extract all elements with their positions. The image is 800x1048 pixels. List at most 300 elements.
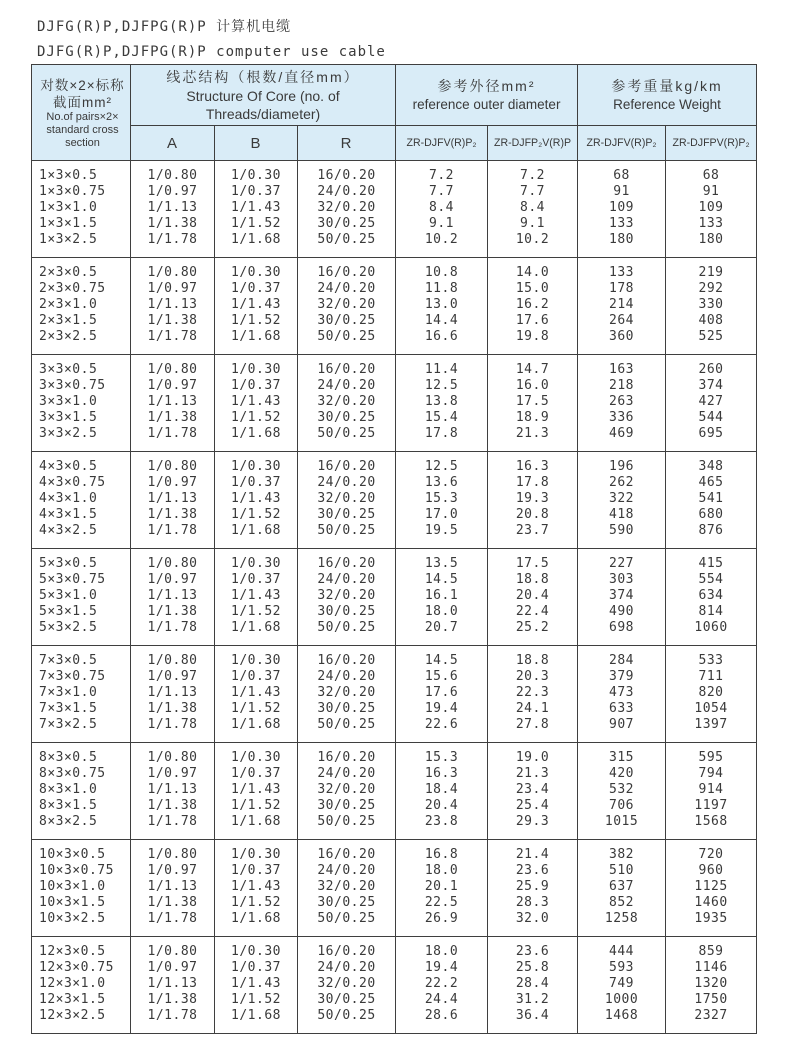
cell-core-a [131, 549, 215, 646]
cell-value: 163 [609, 362, 635, 377]
cell-value: 1/0.30 [231, 556, 281, 571]
cell-value: 1/0.30 [231, 944, 281, 959]
cell-value: 5×3×0.5 [39, 556, 98, 571]
col-group-outer-diameter [396, 65, 578, 126]
cell-value: 1/1.38 [147, 895, 198, 910]
cell-value: 876 [698, 523, 724, 538]
cell-value: 17.5 [515, 394, 550, 409]
cell-core-r [298, 840, 396, 937]
cell-value: 32/0.20 [317, 394, 376, 409]
cell-value: 1/1.68 [231, 620, 281, 635]
cell-value: 15.3 [424, 491, 459, 506]
cell-value: 379 [609, 669, 635, 684]
cell-value: 16/0.20 [317, 168, 376, 183]
cell-value: 2×3×0.75 [39, 281, 106, 296]
cell-value: 11.8 [424, 281, 459, 296]
cell-value: 24/0.20 [317, 863, 376, 878]
cell-value: 16.6 [424, 329, 459, 344]
col-group-core-en: Structure Of Core (no. of Threads/diameter) [186, 87, 340, 122]
cell-value: 374 [609, 588, 635, 603]
cell-value: 19.3 [515, 491, 550, 506]
cell-value: 1/0.97 [147, 475, 198, 490]
cell-core-r [298, 646, 396, 743]
cell-value: 91 [702, 184, 720, 199]
cell-pairs [32, 743, 131, 840]
cell-value: 1/1.78 [147, 814, 198, 829]
cell-value: 1/0.97 [147, 184, 198, 199]
cell-value: 1/0.97 [147, 572, 198, 587]
cell-value: 22.2 [424, 976, 459, 991]
cell-value: 23.7 [515, 523, 550, 538]
cell-dia-zr-djfp2v [488, 743, 578, 840]
cell-value: 18.0 [424, 604, 459, 619]
cell-value: 14.0 [515, 265, 550, 280]
cell-wt-zr-djfpv [666, 549, 757, 646]
cell-value: 262 [609, 475, 635, 490]
cell-value: 12×3×1.5 [39, 992, 106, 1007]
cell-value: 1/0.37 [231, 960, 281, 975]
cell-value: 1/1.78 [147, 620, 198, 635]
cell-value: 1/0.37 [231, 669, 281, 684]
cell-value: 7×3×0.5 [39, 653, 98, 668]
cell-value: 8.4 [520, 200, 546, 215]
cell-value: 2×3×1.5 [39, 313, 98, 328]
cell-dia-zr-djfp2v [488, 937, 578, 1034]
cell-value: 16/0.20 [317, 362, 376, 377]
cell-value: 2×3×2.5 [39, 329, 98, 344]
cell-value: 1/1.13 [147, 588, 198, 603]
cell-value: 8×3×1.0 [39, 782, 98, 797]
cell-value: 1/1.43 [231, 588, 281, 603]
cell-value: 16/0.20 [317, 459, 376, 474]
cell-value: 22.4 [515, 604, 550, 619]
cell-value: 14.5 [424, 653, 459, 668]
cell-value: 50/0.25 [317, 523, 376, 538]
cell-value: 180 [609, 232, 635, 247]
cell-value: 4×3×1.0 [39, 491, 98, 506]
cell-value: 25.8 [515, 960, 550, 975]
cell-value: 1/1.13 [147, 782, 198, 797]
cell-value: 17.6 [515, 313, 550, 328]
cell-value: 32/0.20 [317, 685, 376, 700]
cell-value: 14.7 [515, 362, 550, 377]
table-group-row [32, 646, 757, 743]
cell-value: 1/1.13 [147, 200, 198, 215]
cell-dia-zr-djfv [396, 452, 488, 549]
cell-core-b [215, 840, 298, 937]
cell-value: 8×3×2.5 [39, 814, 98, 829]
cell-value: 1/1.68 [231, 329, 281, 344]
cell-value: 15.0 [515, 281, 550, 296]
cell-value: 32/0.20 [317, 200, 376, 215]
cell-value: 1060 [694, 620, 728, 635]
cell-value: 50/0.25 [317, 232, 376, 247]
cell-core-b [215, 549, 298, 646]
cell-value: 1/1.43 [231, 685, 281, 700]
cell-value: 7.2 [520, 168, 546, 183]
cell-value: 444 [609, 944, 635, 959]
cell-value: 8.4 [429, 200, 454, 215]
cell-value: 24/0.20 [317, 475, 376, 490]
cell-wt-zr-djfv [578, 355, 666, 452]
cell-value: 415 [698, 556, 724, 571]
col-header-core-a: A [131, 126, 215, 161]
cell-value: 20.7 [424, 620, 459, 635]
cell-value: 22.6 [424, 717, 459, 732]
col-header-pairs [32, 65, 131, 161]
cell-value: 36.4 [515, 1008, 550, 1023]
cell-value: 427 [698, 394, 724, 409]
cell-value: 1258 [604, 911, 639, 926]
cell-value: 13.6 [424, 475, 459, 490]
cell-value: 23.6 [515, 863, 550, 878]
cell-value: 1/1.43 [231, 394, 281, 409]
cell-pairs [32, 937, 131, 1034]
table-group-row [32, 840, 757, 937]
cell-value: 32/0.20 [317, 588, 376, 603]
cell-value: 68 [702, 168, 720, 183]
cell-value: 1×3×1.0 [39, 200, 98, 215]
cell-core-r [298, 258, 396, 355]
cell-value: 1/1.38 [147, 798, 198, 813]
col-header-weight-zr-djfv: ZR-DJFV(R)P₂ [578, 126, 666, 161]
cell-value: 30/0.25 [317, 507, 376, 522]
cell-value: 1/1.68 [231, 523, 281, 538]
cell-value: 15.3 [424, 750, 459, 765]
cell-value: 408 [698, 313, 724, 328]
cell-value: 1/0.80 [147, 459, 198, 474]
cell-value: 180 [698, 232, 724, 247]
cell-value: 1/0.97 [147, 863, 198, 878]
col-header-dia-zr-djfv: ZR-DJFV(R)P₂ [396, 126, 488, 161]
cell-value: 820 [698, 685, 724, 700]
cell-core-b [215, 743, 298, 840]
cell-value: 18.0 [424, 863, 459, 878]
cell-value: 3×3×1.5 [39, 410, 98, 425]
table-group-row [32, 452, 757, 549]
cell-value: 20.8 [515, 507, 550, 522]
cell-value: 50/0.25 [317, 329, 376, 344]
cell-value: 8×3×1.5 [39, 798, 98, 813]
cell-value: 1/0.80 [147, 653, 198, 668]
cell-value: 32/0.20 [317, 297, 376, 312]
cell-wt-zr-djfv [578, 161, 666, 258]
cell-value: 16/0.20 [317, 556, 376, 571]
cell-core-a [131, 355, 215, 452]
cell-value: 23.6 [515, 944, 550, 959]
cell-value: 1000 [604, 992, 639, 1007]
cell-value: 1/0.30 [231, 265, 281, 280]
cell-value: 1054 [694, 701, 728, 716]
cell-value: 260 [698, 362, 724, 377]
cell-value: 24.4 [424, 992, 459, 1007]
cell-value: 473 [609, 685, 635, 700]
cell-value: 91 [613, 184, 630, 199]
cell-value: 1/0.97 [147, 960, 198, 975]
cell-value: 23.4 [515, 782, 550, 797]
cell-value: 711 [698, 669, 724, 684]
cell-pairs [32, 840, 131, 937]
cell-value: 24/0.20 [317, 669, 376, 684]
cell-value: 794 [698, 766, 724, 781]
cell-value: 914 [698, 782, 724, 797]
cell-value: 19.4 [424, 960, 459, 975]
cell-value: 1/1.38 [147, 701, 198, 716]
cell-value: 32.0 [515, 911, 550, 926]
cell-value: 1/1.68 [231, 717, 281, 732]
cell-value: 18.0 [424, 944, 459, 959]
cell-wt-zr-djfv [578, 743, 666, 840]
cell-pairs [32, 161, 131, 258]
cell-value: 1/0.80 [147, 750, 198, 765]
cell-value: 1/0.80 [147, 847, 198, 862]
cell-value: 9.1 [520, 216, 546, 231]
cell-value: 1/1.52 [231, 507, 281, 522]
cell-value: 17.8 [424, 426, 459, 441]
cell-value: 8×3×0.5 [39, 750, 98, 765]
cell-value: 1/0.97 [147, 281, 198, 296]
cell-value: 1/0.30 [231, 847, 281, 862]
cell-core-b [215, 258, 298, 355]
cell-value: 16/0.20 [317, 944, 376, 959]
cell-wt-zr-djfv [578, 258, 666, 355]
cell-core-a [131, 161, 215, 258]
cell-value: 19.4 [424, 701, 459, 716]
cell-value: 1/1.52 [231, 410, 281, 425]
cell-value: 1/1.13 [147, 879, 198, 894]
cell-value: 1/1.78 [147, 232, 198, 247]
cell-value: 20.4 [515, 588, 550, 603]
cell-value: 525 [698, 329, 724, 344]
cell-value: 15.4 [424, 410, 459, 425]
cell-core-a [131, 840, 215, 937]
cell-value: 1/1.78 [147, 523, 198, 538]
cell-value: 1/0.37 [231, 863, 281, 878]
cell-value: 303 [609, 572, 635, 587]
cell-value: 10.2 [515, 232, 550, 247]
cell-value: 1/1.43 [231, 879, 281, 894]
cell-value: 1/1.43 [231, 782, 281, 797]
cell-core-a [131, 258, 215, 355]
cell-value: 28.3 [515, 895, 550, 910]
cell-value: 24.1 [515, 701, 550, 716]
cell-wt-zr-djfpv [666, 840, 757, 937]
cell-value: 706 [609, 798, 635, 813]
cell-value: 16.2 [515, 297, 550, 312]
cell-value: 360 [609, 329, 635, 344]
cell-value: 1125 [694, 879, 728, 894]
cell-value: 814 [698, 604, 724, 619]
cell-value: 19.8 [515, 329, 550, 344]
cell-value: 3×3×0.5 [39, 362, 98, 377]
cell-value: 109 [609, 200, 635, 215]
cell-value: 2×3×0.5 [39, 265, 98, 280]
cell-value: 1×3×0.5 [39, 168, 98, 183]
cell-value: 7×3×2.5 [39, 717, 98, 732]
cell-value: 32/0.20 [317, 782, 376, 797]
cell-core-r [298, 743, 396, 840]
cell-value: 465 [698, 475, 724, 490]
cell-value: 1/1.38 [147, 216, 198, 231]
cell-value: 19.5 [424, 523, 459, 538]
cell-wt-zr-djfpv [666, 452, 757, 549]
cell-core-r [298, 549, 396, 646]
cell-value: 1/1.43 [231, 297, 281, 312]
cell-value: 10×3×2.5 [39, 911, 106, 926]
col-group-weight-en: Reference Weight [613, 97, 721, 112]
cell-core-a [131, 743, 215, 840]
cell-value: 330 [698, 297, 724, 312]
cell-value: 1/0.80 [147, 265, 198, 280]
cell-value: 1/0.37 [231, 281, 281, 296]
cell-pairs [32, 646, 131, 743]
cell-core-r [298, 355, 396, 452]
cell-value: 133 [698, 216, 724, 231]
cell-value: 30/0.25 [317, 313, 376, 328]
cell-value: 420 [609, 766, 635, 781]
cell-value: 30/0.25 [317, 895, 376, 910]
cell-value: 749 [609, 976, 635, 991]
cell-dia-zr-djfv [396, 743, 488, 840]
cell-value: 12×3×1.0 [39, 976, 106, 991]
cell-value: 26.9 [424, 911, 459, 926]
cell-core-a [131, 452, 215, 549]
cell-value: 16.0 [515, 378, 550, 393]
cell-value: 24/0.20 [317, 960, 376, 975]
cell-value: 3×3×1.0 [39, 394, 98, 409]
cell-core-b [215, 937, 298, 1034]
cell-wt-zr-djfv [578, 646, 666, 743]
cell-value: 21.3 [515, 426, 550, 441]
cell-core-r [298, 452, 396, 549]
cell-value: 24/0.20 [317, 572, 376, 587]
cell-value: 24/0.20 [317, 766, 376, 781]
cell-core-r [298, 937, 396, 1034]
cell-wt-zr-djfpv [666, 743, 757, 840]
cell-wt-zr-djfpv [666, 161, 757, 258]
cell-dia-zr-djfv [396, 646, 488, 743]
table-group-row [32, 743, 757, 840]
cell-value: 4×3×0.75 [39, 475, 106, 490]
cell-value: 382 [609, 847, 635, 862]
cell-value: 544 [698, 410, 724, 425]
cell-value: 32/0.20 [317, 976, 376, 991]
cell-value: 1/1.68 [231, 426, 281, 441]
cell-value: 12.5 [424, 378, 459, 393]
cell-value: 7×3×1.0 [39, 685, 98, 700]
cable-spec-table [31, 64, 757, 1034]
cell-dia-zr-djfv [396, 549, 488, 646]
cell-value: 292 [698, 281, 724, 296]
col-header-core-r: R [298, 126, 396, 161]
cell-value: 30/0.25 [317, 410, 376, 425]
cell-value: 28.4 [515, 976, 550, 991]
cell-value: 7×3×0.75 [39, 669, 106, 684]
cell-value: 14.5 [424, 572, 459, 587]
cell-value: 1/1.13 [147, 491, 198, 506]
cell-value: 24/0.20 [317, 184, 376, 199]
cell-value: 1/1.38 [147, 992, 198, 1007]
cell-value: 196 [609, 459, 635, 474]
cell-value: 30/0.25 [317, 604, 376, 619]
cell-value: 16.8 [424, 847, 459, 862]
cell-value: 533 [698, 653, 724, 668]
cell-value: 4×3×2.5 [39, 523, 98, 538]
cell-pairs [32, 258, 131, 355]
cell-value: 1/1.78 [147, 911, 198, 926]
cell-value: 18.9 [515, 410, 550, 425]
cell-value: 12×3×0.5 [39, 944, 106, 959]
cell-value: 9.1 [429, 216, 454, 231]
cell-value: 10×3×0.5 [39, 847, 106, 862]
cell-value: 322 [609, 491, 635, 506]
cell-value: 1/1.43 [231, 200, 281, 215]
cell-core-b [215, 646, 298, 743]
cell-dia-zr-djfp2v [488, 840, 578, 937]
cell-value: 32/0.20 [317, 491, 376, 506]
cell-value: 1460 [694, 895, 728, 910]
cell-value: 1197 [694, 798, 728, 813]
cell-core-b [215, 452, 298, 549]
cell-value: 30/0.25 [317, 992, 376, 1007]
cell-value: 1015 [604, 814, 639, 829]
cell-value: 5×3×2.5 [39, 620, 98, 635]
cell-value: 11.4 [424, 362, 459, 377]
cell-value: 12×3×2.5 [39, 1008, 106, 1023]
cell-value: 25.4 [515, 798, 550, 813]
cell-value: 3×3×2.5 [39, 426, 98, 441]
cell-value: 263 [609, 394, 635, 409]
cell-value: 469 [609, 426, 635, 441]
cell-value: 12×3×0.75 [39, 960, 114, 975]
col-group-core-structure [131, 65, 396, 126]
cell-value: 24/0.20 [317, 378, 376, 393]
table-group-row [32, 937, 757, 1034]
cell-value: 15.6 [424, 669, 459, 684]
cell-core-b [215, 355, 298, 452]
cell-value: 1/1.68 [231, 1008, 281, 1023]
cell-value: 1/1.52 [231, 895, 281, 910]
cell-value: 595 [698, 750, 724, 765]
cell-value: 16.3 [515, 459, 550, 474]
cell-value: 18.8 [515, 572, 550, 587]
cell-dia-zr-djfp2v [488, 549, 578, 646]
cell-pairs [32, 355, 131, 452]
cell-value: 960 [698, 863, 724, 878]
cell-value: 1/0.30 [231, 459, 281, 474]
cell-value: 7.2 [429, 168, 454, 183]
cell-value: 68 [613, 168, 630, 183]
cell-value: 29.3 [515, 814, 550, 829]
cell-value: 1/1.68 [231, 232, 281, 247]
cell-value: 133 [609, 216, 635, 231]
cell-value: 1/1.52 [231, 313, 281, 328]
col-header-core-b: B [215, 126, 298, 161]
cell-wt-zr-djfv [578, 840, 666, 937]
cell-value: 25.9 [515, 879, 550, 894]
cell-value: 23.8 [424, 814, 459, 829]
cell-value: 1146 [694, 960, 728, 975]
cell-value: 10×3×0.75 [39, 863, 114, 878]
cell-value: 5×3×1.0 [39, 588, 98, 603]
cell-value: 907 [609, 717, 635, 732]
cell-value: 1/1.68 [231, 814, 281, 829]
cell-value: 218 [609, 378, 635, 393]
cell-value: 10×3×1.5 [39, 895, 106, 910]
cell-core-a [131, 646, 215, 743]
cell-value: 336 [609, 410, 635, 425]
cell-value: 20.1 [424, 879, 459, 894]
